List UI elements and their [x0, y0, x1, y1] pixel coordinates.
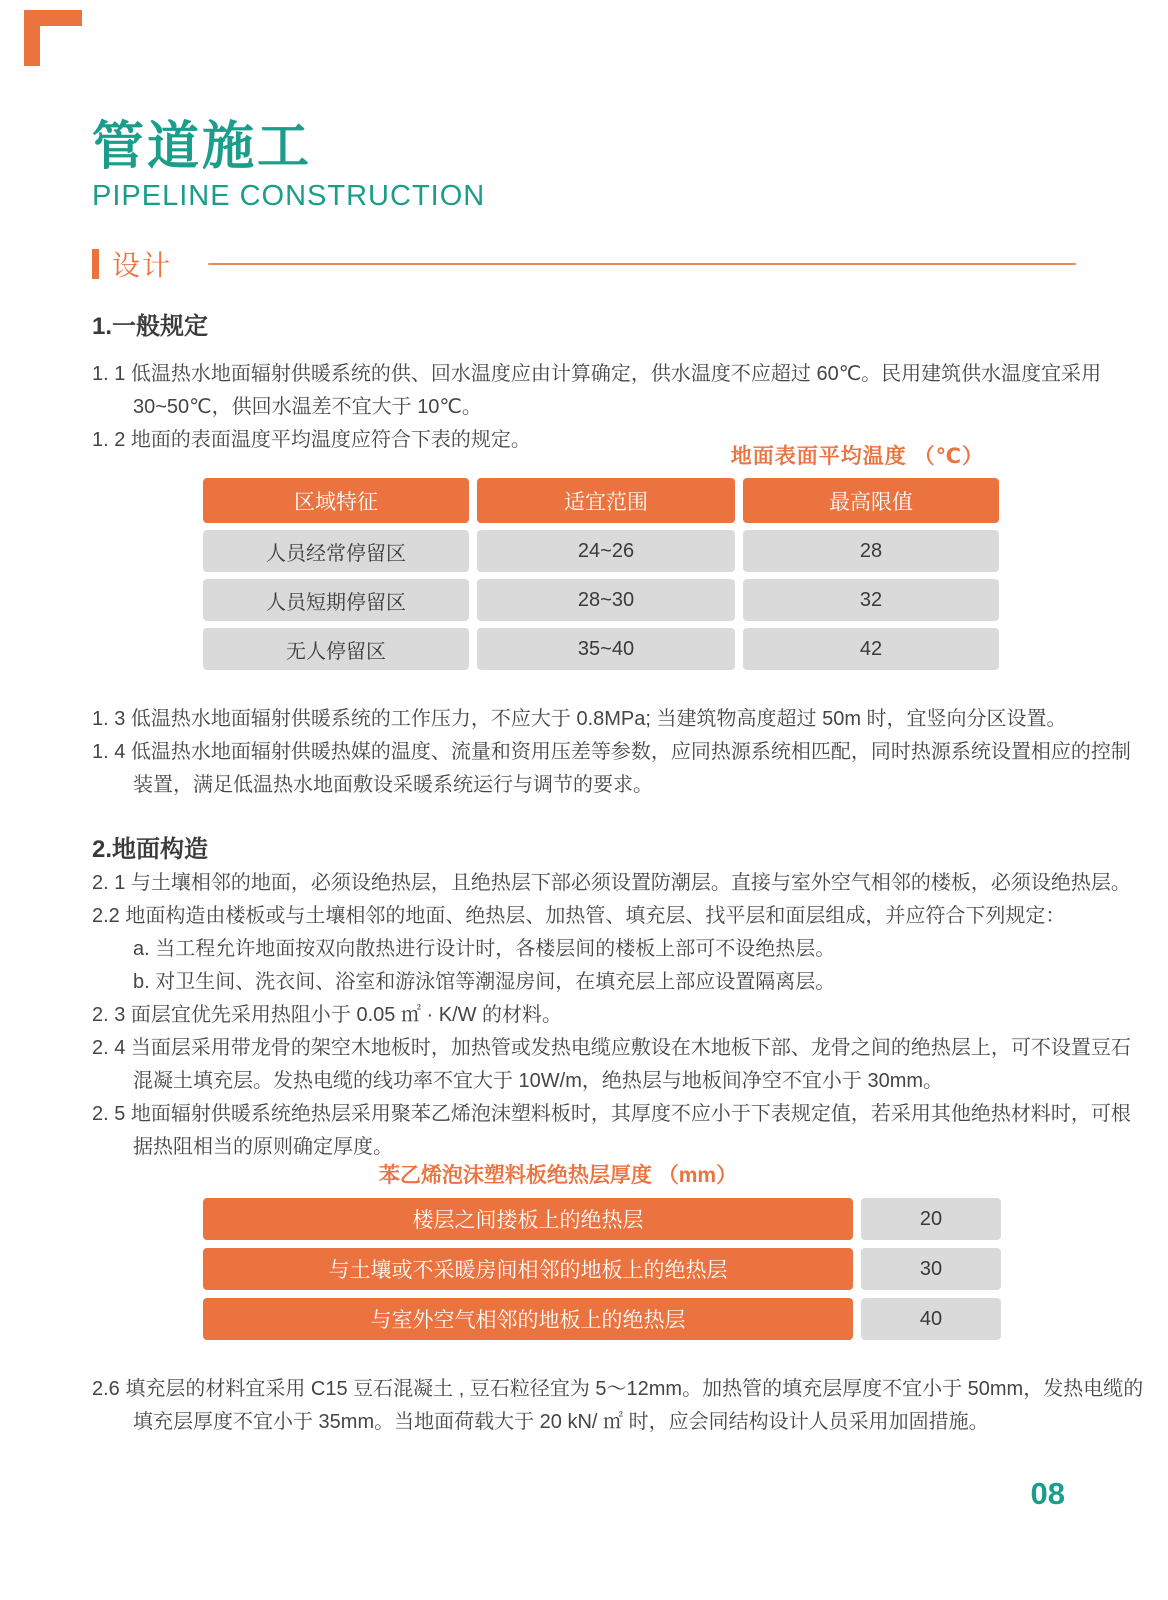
paragraph-line: 混凝土填充层。发热电缆的线功率不宜大于 10W/m，绝热层与地板间净空不宜小于 30mm。 [133, 1070, 944, 1092]
table-row-value-cell: 40 [861, 1298, 1001, 1340]
table-row-label-cell: 楼层之间搂板上的绝热层 [203, 1198, 853, 1240]
design-section-title: 设计 [112, 250, 173, 281]
table-cell: 42 [743, 628, 999, 670]
paragraph-line: 装置，满足低温热水地面敷设采暖系统运行与调节的要求。 [133, 774, 653, 796]
table-cell: 28~30 [477, 579, 735, 621]
insulation-thickness-table [203, 1198, 1001, 1340]
surface-temperature-table [203, 478, 999, 670]
paragraph-line: a. 当工程允许地面按双向散热进行设计时，各楼层间的楼板上部可不设绝热层。 [133, 938, 836, 960]
table-row-value-cell: 20 [861, 1198, 1001, 1240]
paragraph-line: 1. 2 地面的表面温度平均温度应符合下表的规定。 [92, 429, 531, 451]
section-2-heading: 2.地面构造 [92, 836, 209, 863]
page-title: 管道施工 [92, 118, 313, 176]
design-rule [208, 263, 1076, 265]
table-row-label-cell: 与室外空气相邻的地板上的绝热层 [203, 1298, 853, 1340]
table-cell: 35~40 [477, 628, 735, 670]
insulation-thickness-table-title: 苯乙烯泡沫塑料板绝热层厚度 （mm） [378, 1164, 738, 1187]
table-header-cell: 区域特征 [203, 478, 469, 523]
paragraph-line: 填充层厚度不宜小于 35mm。当地面荷载大于 20 kN/ ㎡ 时，应会同结构设计人员采用加固措施。 [133, 1411, 989, 1433]
table-cell: 28 [743, 530, 999, 572]
table-row-value-cell: 30 [861, 1248, 1001, 1290]
paragraph-line: 1. 1 低温热水地面辐射供暖系统的供、回水温度应由计算确定，供水温度不应超过 60℃。民用建筑供水温度宜采用 [92, 363, 1102, 385]
table-cell: 人员短期停留区 [203, 579, 469, 621]
page-number: 08 [1030, 1476, 1065, 1511]
corner-decoration [24, 10, 82, 66]
table-header-cell: 最高限值 [743, 478, 999, 523]
paragraph-line: 2. 5 地面辐射供暖系统绝热层采用聚苯乙烯泡沫塑料板时，其厚度不应小于下表规定值，若采用其他绝热材料时，可根 [92, 1103, 1131, 1125]
section-1-paragraphs-b [92, 703, 1131, 802]
paragraph-2-6 [92, 1373, 1144, 1439]
paragraph-line: 2.6 填充层的材料宜采用 C15 豆石混凝土 , 豆石粒径宜为 5～12mm。加热管的填充层厚度不宜小于 50mm，发热电缆的 [92, 1378, 1144, 1400]
table-cell: 24~26 [477, 530, 735, 572]
paragraph-line: 2. 4 当面层采用带龙骨的架空木地板时，加热管或发热电缆应敷设在木地板下部、龙骨之间的绝热层上，可不设置豆石 [92, 1037, 1131, 1059]
paragraph-line: 1. 4 低温热水地面辐射供暖热媒的温度、流量和资用压差等参数，应同热源系统相匹配，同时热源系统设置相应的控制 [92, 741, 1131, 763]
table-cell: 无人停留区 [203, 628, 469, 670]
table-1-caption: 地面表面平均温度 （℃） [730, 445, 984, 468]
paragraph-line: 1. 3 低温热水地面辐射供暖系统的工作压力，不应大于 0.8MPa; 当建筑物高度超过 50m 时，宜竖向分区设置。 [92, 708, 1067, 730]
paragraph-line: 2. 1 与土壤相邻的地面，必须设绝热层，且绝热层下部必须设置防潮层。直接与室外空气相邻的楼板，必须设绝热层。 [92, 872, 1131, 894]
table-row-label-cell: 与土壤或不采暖房间相邻的地板上的绝热层 [203, 1248, 853, 1290]
table-cell: 人员经常停留区 [203, 530, 469, 572]
table-cell: 32 [743, 579, 999, 621]
page-subtitle: PIPELINE CONSTRUCTION [92, 180, 486, 212]
paragraph-line: 2. 3 面层宜优先采用热阻小于 0.05 ㎡ · K/W 的材料。 [92, 1004, 563, 1026]
paragraph-line: 30~50℃，供回水温差不宜大于 10℃。 [133, 396, 482, 418]
design-accent-bar [92, 249, 99, 279]
paragraph-line: 据热阻相当的原则确定厚度。 [133, 1136, 393, 1158]
section-1-heading: 1.一般规定 [92, 313, 209, 340]
page-content [0, 118, 1168, 1439]
design-section-header [92, 248, 1078, 280]
table-header-cell: 适宜范围 [477, 478, 735, 523]
paragraph-line: 2.2 地面构造由楼板或与土壤相邻的地面、绝热层、加热管、填充层、找平层和面层组成，并应符合下列规定： [92, 905, 1066, 927]
paragraph-line: b. 对卫生间、洗衣间、浴室和游泳馆等潮湿房间，在填充层上部应设置隔离层。 [133, 971, 836, 993]
section-2-paragraphs [92, 867, 1131, 1164]
